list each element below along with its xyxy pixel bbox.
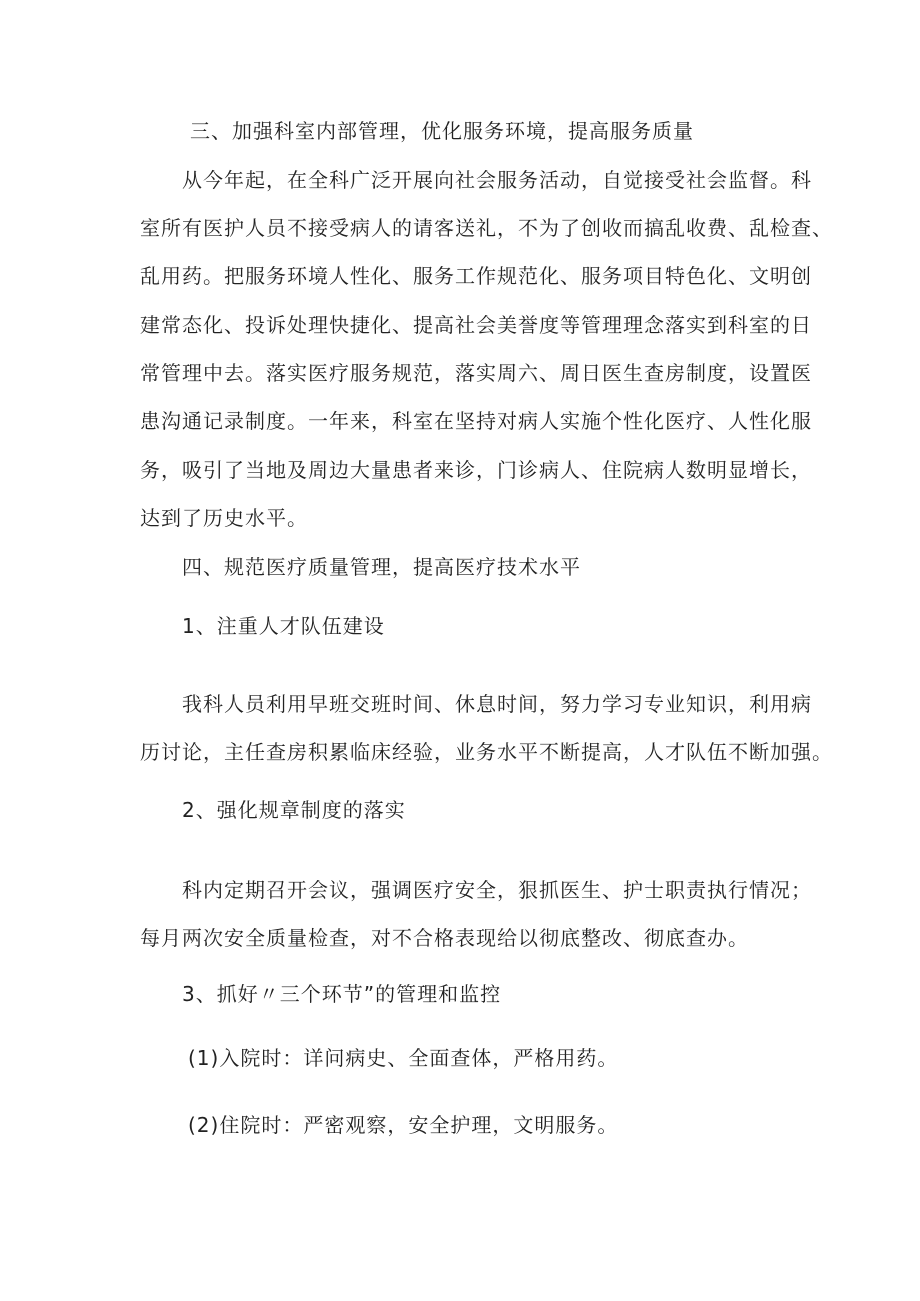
section-3-paragraph-line: 从今年起，在全科广泛开展向社会服务活动，自觉接受社会监督。科 bbox=[182, 168, 812, 192]
section-3-paragraph-line: 乱用药。把服务环境人性化、服务工作规范化、服务项目特色化、文明创 bbox=[140, 264, 812, 288]
item-3-subitem: (2)住院时：严密观察，安全护理，文明服务。 bbox=[188, 1113, 619, 1137]
section-3-paragraph-line: 常管理中去。落实医疗服务规范，落实周六、周日医生查房制度，设置医 bbox=[140, 361, 812, 385]
item-2-paragraph-line: 每月两次安全质量检查，对不合格表现给以彻底整改、彻底查办。 bbox=[140, 926, 749, 950]
section-4-heading: 四、规范医疗质量管理，提高医疗技术水平 bbox=[182, 555, 581, 579]
section-3-paragraph-line: 务，吸引了当地及周边大量患者来诊，门诊病人、住院病人数明显增长， bbox=[140, 458, 812, 482]
section-3-heading: 三、加强科室内部管理，优化服务环境，提高服务质量 bbox=[190, 119, 694, 143]
section-3-paragraph-line: 患沟通记录制度。一年来，科室在坚持对病人实施个性化医疗、人性化服 bbox=[140, 409, 812, 433]
item-2-heading: 2、强化规章制度的落实 bbox=[182, 798, 406, 822]
item-3-subitem: (1)入院时：详问病史、全面查体，严格用药。 bbox=[188, 1046, 619, 1070]
section-3-paragraph-line: 达到了历史水平。 bbox=[140, 506, 308, 530]
section-3-paragraph-line: 建常态化、投诉处理快捷化、提高社会美誉度等管理理念落实到科室的日 bbox=[140, 313, 812, 337]
section-3-paragraph-line: 室所有医护人员不接受病人的请客送礼，不为了创收而搞乱收费、乱检查、 bbox=[140, 216, 833, 240]
item-2-paragraph-line: 科内定期召开会议，强调医疗安全，狠抓医生、护士职责执行情况； bbox=[182, 878, 812, 902]
item-1-paragraph-line: 我科人员利用早班交班时间、休息时间，努力学习专业知识，利用病 bbox=[182, 692, 812, 716]
item-1-heading: 1、注重人才队伍建设 bbox=[182, 614, 385, 638]
item-3-heading: 3、抓好〃三个环节”的管理和监控 bbox=[182, 982, 502, 1006]
item-1-paragraph-line: 历讨论，主任查房积累临床经验，业务水平不断提高，人才队伍不断加强。 bbox=[140, 740, 833, 764]
